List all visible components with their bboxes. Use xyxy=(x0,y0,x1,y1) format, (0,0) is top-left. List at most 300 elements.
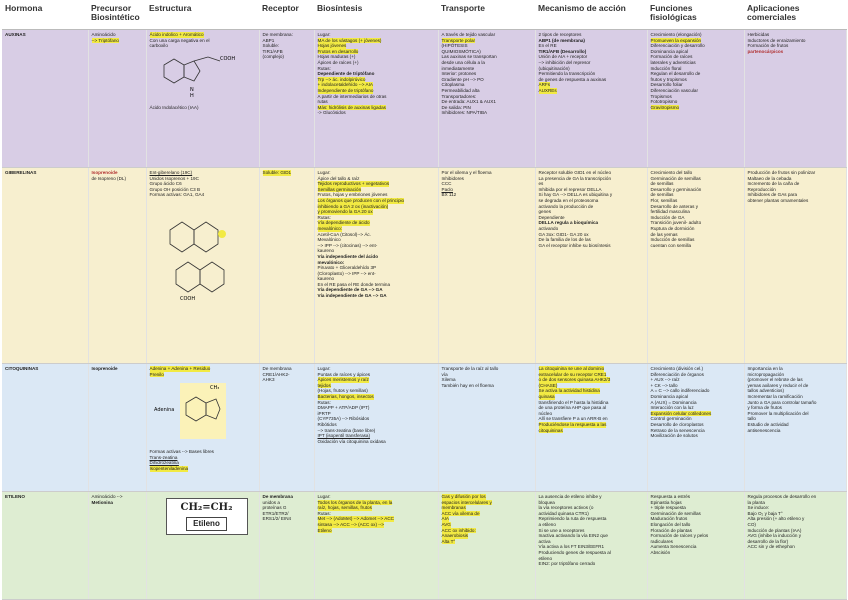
cell-line: membranas xyxy=(441,505,466,511)
cell-line: Se induce: xyxy=(747,505,770,511)
svg-text:Adenina: Adenina xyxy=(153,407,174,414)
cell-line: mevalónico: xyxy=(317,225,343,231)
header-precursor: Precursor Biosintético xyxy=(88,2,146,30)
cell-line: (CYP735A) --> Ribósidos xyxy=(317,416,370,422)
cell-line: ACC vía xilema de xyxy=(441,510,480,516)
cell-line: DELLA regula a bioquímica xyxy=(538,220,599,226)
hormone-name: CITOQUININAS xyxy=(2,364,88,492)
cell-line: Más: hidrólisis de auxinas ligadas xyxy=(317,104,386,110)
cell-line: Isoprenoide xyxy=(91,170,118,175)
cell-line: Vía dependiente de ácido xyxy=(317,220,370,226)
cell-line: Dependiente de triptófano xyxy=(317,71,375,77)
cell-line: + AUX --> raíz xyxy=(650,377,680,383)
biosynthesis-cell xyxy=(314,492,438,600)
cell-line: De la familia de los de las xyxy=(538,237,591,243)
header-receptor: Receptor xyxy=(259,2,314,30)
cell-line: citoquininas xyxy=(538,427,563,433)
receptor-cell xyxy=(259,492,314,600)
cell-line: Dependiente xyxy=(538,214,565,220)
cell-line: Semillas germinación xyxy=(317,186,362,192)
cell-line: Inhibida por el represor DELLA xyxy=(538,186,602,192)
cell-line: AVG (inhibe la inducción y xyxy=(747,533,802,539)
cell-line: Isopenteniladenina xyxy=(149,465,189,471)
cell-line: de genes de respuesta a auxinas xyxy=(538,76,607,82)
cell-line: Lugar: xyxy=(317,366,331,371)
cell-line: ABP1 xyxy=(262,37,275,43)
cell-line: Transportadores: xyxy=(441,93,477,99)
cell-line: AIA xyxy=(441,516,449,522)
cell-line: MA de los vástagos (+ jóvenes) xyxy=(317,37,382,43)
cell-line: Inducción de plantas (IAA) xyxy=(747,527,802,533)
cell-line: Alta presión (+ alto etileno y xyxy=(747,516,805,522)
cell-line: Transporte polar xyxy=(441,37,476,43)
cell-line: Movilización de solutos xyxy=(650,433,698,439)
cell-line: Anaerobiosis xyxy=(441,533,469,539)
cell-line: ACC ox inhibido: xyxy=(441,527,476,533)
cell-line: AVG xyxy=(441,521,451,527)
cell-line: Lugar: xyxy=(317,32,331,37)
cell-line: Vía activa a los FT EIN3/EEFR1 xyxy=(538,544,605,550)
applications-cell xyxy=(744,364,846,492)
cell-line: Gradiente pH --> PO xyxy=(441,76,484,82)
cell-line: Ent-giberelano (19C) xyxy=(149,170,193,175)
cell-line: Inducción floral xyxy=(650,65,682,71)
cell-line: Inducción de semillas xyxy=(650,237,695,243)
mechanism-cell xyxy=(535,30,647,168)
cell-line: AUXREs xyxy=(538,87,557,93)
cell-line: Unidos Isoprenos + 19C xyxy=(149,175,199,181)
cell-line: A partir de intermediarios de otras xyxy=(317,93,387,99)
cell-line: Met --> (AdoMet) --> Adomet --> ACC xyxy=(317,516,394,522)
mechanism-cell xyxy=(535,364,647,492)
cell-line: La citoquinina se une al dominio xyxy=(538,366,605,371)
cell-line: Lugar: xyxy=(317,170,331,175)
cell-line: es xyxy=(538,181,544,187)
cell-line: Piruvato + Gliceraldehído 3P xyxy=(317,265,377,271)
cell-line: de semillas xyxy=(650,181,674,187)
ethylene-label: Etileno xyxy=(186,517,227,531)
cell-line: yemas axilares y reducir el de xyxy=(747,382,809,388)
cell-line: Unión de AIA + receptor xyxy=(538,54,588,60)
cell-line: Dominancia apical xyxy=(650,393,689,399)
cell-line: Vía dependiente de GA --> GA xyxy=(317,287,383,293)
cell-line: desarrollo de la flor) xyxy=(747,538,789,544)
cell-line: Aumenta Senescencia xyxy=(650,544,697,550)
cell-line: ERS1/2/ EIN4 xyxy=(262,516,292,522)
cell-line: A través de tejido vascular xyxy=(441,32,496,37)
cell-line: Inhibidores xyxy=(441,175,464,181)
cell-line: Desarrollo de cloroplastos xyxy=(650,421,704,427)
cell-line: Herbicidas xyxy=(747,32,770,37)
cell-line: Grupo ácido C6 xyxy=(149,181,182,187)
cell-line: Dihidrozeatina xyxy=(149,460,179,466)
cell-line: obtener plantas ornamentales xyxy=(747,197,809,203)
cell-line: Rutas: xyxy=(317,399,331,405)
cell-line: Soluble: xyxy=(262,43,280,49)
cell-line: (Cloroplasto) --> IPP --> ent- xyxy=(317,270,376,276)
cell-line: Germinación de semillas xyxy=(650,175,701,181)
cell-line: ARFs xyxy=(538,82,550,88)
cell-line: Paclo xyxy=(441,186,453,192)
cell-line: Con una carga negativa en el xyxy=(149,37,210,43)
cell-line: CO) xyxy=(747,521,756,527)
svg-text:COOH: COOH xyxy=(179,295,195,302)
header-hormona: Hormona xyxy=(2,2,88,30)
cell-line: La presencia de GA la transcripción xyxy=(538,175,612,181)
cell-line: Bacterias, hongos, insectos xyxy=(317,393,374,399)
cell-line: Xilema xyxy=(441,377,456,383)
cell-line: y forma de frutos xyxy=(747,405,782,411)
cell-line: iPRTP xyxy=(317,410,331,416)
cell-line: Trans-zeatina xyxy=(149,454,178,460)
cell-line: Inducción de GA xyxy=(650,214,685,220)
cell-line: la planta xyxy=(747,499,765,505)
hormone-name: GIBERELINAS xyxy=(2,168,88,364)
cell-line: Ápices de raíces (+) xyxy=(317,59,359,65)
cell-line: --> inhibición del represor xyxy=(538,59,591,65)
cell-line: Estudio de actividad xyxy=(747,421,789,427)
cell-line: Transición juvenil- adulto xyxy=(650,220,702,226)
transport-cell xyxy=(438,364,535,492)
cell-line: raíz, hojas, semillas, frutos xyxy=(317,505,372,511)
cell-line: ABP1 (de membrana) xyxy=(538,37,585,43)
cell-line: Diferenciación de órganos xyxy=(650,371,704,377)
cell-line: Mevalónico xyxy=(317,237,341,243)
cell-line: inmediatamente xyxy=(441,65,475,71)
functions-cell xyxy=(647,168,744,364)
applications-cell xyxy=(744,30,846,168)
cell-line: Respuesta a estrés xyxy=(650,494,691,499)
structure-cell xyxy=(146,364,259,492)
cell-line: Flor, semillas xyxy=(650,197,678,203)
header-estructura: Estructura xyxy=(146,2,259,30)
cell-line: Tejidos reproductivos + vegetativos xyxy=(317,181,390,187)
cell-line: activa xyxy=(538,538,551,544)
cell-line: Los órganos que producen con el principio xyxy=(317,197,405,203)
cell-line: Abscisión xyxy=(650,549,671,555)
figure-caption: Ácido Indolacético (IAA) xyxy=(149,104,199,110)
cell-line: vía xyxy=(441,371,448,377)
svg-text:COOH: COOH xyxy=(219,55,235,62)
cell-line: Crecimiento (elongación) xyxy=(650,32,702,37)
applications-cell xyxy=(744,492,846,600)
cell-line: Fototropismo xyxy=(650,99,678,105)
cell-line: (Hojas, frutos y semillas) xyxy=(317,388,368,394)
cell-line: Receptor soluble GID1 en el núcleo xyxy=(538,170,612,175)
cell-line: activando xyxy=(538,225,559,231)
cell-line: + triple respuesta xyxy=(650,505,686,511)
cell-line: la vía receptores activos (o xyxy=(538,505,594,511)
cell-line: Elongación del tallo xyxy=(650,521,691,527)
cell-line: CRE1/AHK2- xyxy=(262,371,290,377)
cell-line: Maduración frutos xyxy=(650,516,688,522)
hormone-name: ETILENO xyxy=(2,492,88,600)
cell-line: ACC sin y de ethephon xyxy=(747,544,795,550)
cell-line: De membrana: xyxy=(262,32,293,37)
cell-line: + CK --> tallo xyxy=(650,382,678,388)
cell-line: transfiriendo el P hasta la histidina xyxy=(538,399,609,405)
cell-line: A (AUX) = Dominancia xyxy=(650,399,697,405)
svg-text:N: N xyxy=(189,86,194,93)
cell-line: actividad quinasa CTR1) xyxy=(538,510,589,516)
cell-line: Puntas de raíces y ápices xyxy=(317,371,371,377)
row-citoquininas xyxy=(2,364,846,492)
cell-line: Desarrollo y germinación xyxy=(650,186,702,192)
cell-line: tallo xyxy=(747,416,756,422)
cell-line: Todos los órganos de la planta, en la xyxy=(317,499,393,505)
cell-line: Rutas: xyxy=(317,214,331,220)
cell-line: carboxilo xyxy=(149,43,168,49)
cell-line: Interior: protones xyxy=(441,71,477,77)
iaa-structure-figure xyxy=(150,51,250,103)
cell-line: De entrada: AUX1 & AUX1 xyxy=(441,99,496,105)
receptor-cell xyxy=(259,30,314,168)
cell-line: Bajo O₂ y baja T° xyxy=(747,510,783,516)
cell-line: Adenina + Adenina + Residuo xyxy=(149,366,211,371)
cell-line: CCC xyxy=(441,181,452,187)
cell-line: Hojas maduras (+) xyxy=(317,54,356,60)
cell-line: Ácido indolico + Aromático xyxy=(149,32,204,37)
cell-line: Lugar: xyxy=(317,494,331,499)
cell-line: kaureno xyxy=(317,248,335,254)
header-funciones: Funciones fisiológicas xyxy=(647,2,744,30)
row-auxinas xyxy=(2,30,846,168)
cell-line: a etileno xyxy=(538,521,556,527)
functions-cell xyxy=(647,492,744,600)
cell-line: Gravitropismo xyxy=(650,104,680,110)
cell-line: Epinastia hojas xyxy=(650,499,682,505)
cell-line: espacios intercelulares y xyxy=(441,499,492,505)
cell-line: Independiente de triptófano xyxy=(317,87,374,93)
cell-line: Germinación de semillas xyxy=(650,510,701,516)
cell-line: (ubiquitinación) xyxy=(538,65,570,71)
cell-line: Inhibidores: NPA/TIBA xyxy=(441,110,488,116)
cell-line: AHK3 xyxy=(262,377,275,383)
cell-line: laterales y adventicias xyxy=(650,59,696,65)
transport-cell xyxy=(438,492,535,600)
cell-line: GA 3ox: GID1- GA 20 ox xyxy=(538,231,589,237)
precursor-cell xyxy=(88,168,146,364)
cell-line: fertilidad masculina xyxy=(650,209,690,215)
cell-line: Produciendo genes de respuesta al xyxy=(538,549,611,555)
cell-line: se degrada en el proteosoma xyxy=(538,197,599,203)
cell-line: de semillas xyxy=(650,192,674,198)
cell-line: Allí se transfiere P a un ARR-B en xyxy=(538,416,608,422)
cell-line: De salida: PIN xyxy=(441,104,471,110)
cell-line: Aminoácido --> xyxy=(91,494,123,499)
cytokinin-structure-figure xyxy=(150,379,250,447)
cell-line: Ruptura de dormición xyxy=(650,225,695,231)
cell-line: Regulan el desarrollo de xyxy=(650,71,701,77)
cell-line: tejidos xyxy=(317,382,331,388)
cell-line: (HIPÓTESIS xyxy=(441,43,468,49)
header-transporte: Transporte xyxy=(438,2,535,30)
cell-line: inhibiendo a GA 2 ox (inactivación) xyxy=(317,203,389,209)
cell-line: Vía independiente del ácido xyxy=(317,253,378,259)
cell-line: Aminoácido xyxy=(91,32,116,37)
cell-line: También hay en el floema xyxy=(441,382,494,388)
cell-line: Ápices meristemos y raíz xyxy=(317,377,369,383)
hormone-name: AUXINAS xyxy=(2,30,88,168)
cell-line: sintasa --> ACC --> (ACC ox) --> xyxy=(317,521,384,527)
ethylene-structure-box xyxy=(166,498,248,535)
cell-line: De membrana xyxy=(262,366,292,371)
cell-line: --> Triptófano xyxy=(91,37,119,43)
cell-line: EIN2: por triptófano cerrado xyxy=(538,561,596,567)
cell-line: Soluble: GID1 xyxy=(262,170,292,175)
biosynthesis-cell xyxy=(314,30,438,168)
ethylene-formula: CH₂=CH₂ xyxy=(180,502,233,513)
cell-line: desde una célula a la xyxy=(441,59,485,65)
cell-line: Se activa la actividad histidina xyxy=(538,388,600,394)
transport-cell xyxy=(438,30,535,168)
cell-line: de las yemas xyxy=(650,231,678,237)
biosynthesis-cell xyxy=(314,364,438,492)
cell-line: Formas activas: GA1, GA4 xyxy=(149,192,205,198)
cell-line: Expansión celular cotiledones xyxy=(650,410,712,416)
cell-line: Dominancia apical xyxy=(650,48,689,54)
biosynthesis-cell xyxy=(314,168,438,364)
cell-line: A = C --> callo indiferenciado xyxy=(650,388,710,394)
cell-line: Incremento de la caña de xyxy=(747,181,800,187)
cell-line: Alta T° xyxy=(441,538,456,544)
cell-line: antisenescencia xyxy=(747,427,781,433)
cell-line: Isoprenoide xyxy=(91,366,118,371)
cell-line: QUIMIOSMÓTICA) xyxy=(441,48,481,54)
cell-line: --> IPP --> (citocinas) --> ent- xyxy=(317,242,378,248)
cell-line: Citoplasma xyxy=(441,82,465,88)
cell-line: cuentan con semilla xyxy=(650,242,692,248)
header-row xyxy=(2,2,846,30)
structure-cell xyxy=(146,30,259,168)
cell-line: Hojas jóvenes xyxy=(317,43,347,49)
cell-line: Prenilo xyxy=(149,371,164,377)
cell-line: BX 112 xyxy=(441,192,457,198)
header-biosintesis: Biosíntesis xyxy=(314,2,438,30)
cell-line: Crecimiento (división cel.) xyxy=(650,366,704,371)
cell-line: extracelular de su receptor CRE1 xyxy=(538,371,607,377)
svg-text:CH₃: CH₃ xyxy=(209,385,219,392)
cell-line: La ausencia de etileno inhibe y xyxy=(538,494,602,499)
cell-line: ETR1/ETR2/ xyxy=(262,510,289,516)
cell-line: Ápice del tallo & raíz xyxy=(317,175,360,181)
cell-line: Metionina xyxy=(91,499,113,505)
cell-line: etileno xyxy=(538,555,553,561)
cell-line: --> trans-zeatina (base libre) xyxy=(317,427,376,433)
cell-line: núcleo xyxy=(538,410,553,416)
cell-line: Transporte de la raíz al tallo xyxy=(441,366,499,371)
cell-line: (CHASE) xyxy=(538,382,558,388)
cell-line: TIR1/AFB (Desarrollo) xyxy=(538,48,587,54)
cell-line: Acetil-CoA (Citosol)--> Ác. xyxy=(317,231,371,237)
transport-cell xyxy=(438,168,535,364)
cell-line: Producción de frutos sin polinizar xyxy=(747,170,816,175)
cell-line: 2 tipos de receptores xyxy=(538,32,582,37)
cell-line: Inhibidores de GAs para xyxy=(747,192,798,198)
cell-line: DMAPP + ATP/ADP (IPT) xyxy=(317,405,370,411)
cell-line: En el RE pasa el RE donde termina xyxy=(317,281,391,287)
cell-line: (complejo) xyxy=(262,54,284,60)
cell-line: Etileno xyxy=(317,527,332,533)
cell-line: Inductores de enraizamiento xyxy=(747,37,806,43)
cell-line: bloquea xyxy=(538,499,555,505)
cell-line: Tropismos xyxy=(650,93,672,99)
cell-line: unidos a xyxy=(262,499,280,505)
header-mecanismo: Mecanismo de acción xyxy=(535,2,647,30)
cell-line: Vía independiente de GA --> GA xyxy=(317,293,387,299)
cell-line: Reprimiendo la ruta de respuesta xyxy=(538,516,607,522)
applications-cell xyxy=(744,168,846,364)
cell-line: Permitiendo la transcripción xyxy=(538,71,596,77)
cell-line: Reproducción xyxy=(747,186,776,192)
cell-line: Grupo OH posición C3 B xyxy=(149,186,201,192)
cell-line: Ribótidos xyxy=(317,421,337,427)
row-giberelinas xyxy=(2,168,846,364)
cell-line: Si hay GA --> DELLA es ubiquitina y xyxy=(538,192,613,198)
cell-line: Desarrollo de anteras y xyxy=(650,203,698,209)
precursor-cell xyxy=(88,492,146,600)
cell-line: Oxidación vía citoquinina oxidasa xyxy=(317,438,386,444)
cell-line: o de dos sensores quinasa AHK2/3 xyxy=(538,377,611,383)
cell-line: Interacción con la luz xyxy=(650,405,694,411)
cell-line: Retraso de la senescencia xyxy=(650,427,705,433)
cell-line: + indolacetaldehído --> AIA xyxy=(317,82,373,88)
cell-line: Formación de raíces xyxy=(650,54,693,60)
cell-line: Control germinación xyxy=(650,416,692,422)
cell-line: Gas y difusión por los xyxy=(441,494,486,499)
cell-line: partenocárpicos xyxy=(747,48,784,54)
cell-line: Frutos, hojas y embriones jóvenes xyxy=(317,192,388,198)
cell-line: IPT (isopentil transferasa) xyxy=(317,433,371,439)
cell-line: radiculares xyxy=(650,538,673,544)
cell-line: Formación de raíces y pelos xyxy=(650,533,709,539)
cell-line: Inactiva activando la vía EIN2 que xyxy=(538,533,608,539)
cell-line: Formas activas --> Bases libres xyxy=(149,449,214,455)
mechanism-cell xyxy=(535,492,647,600)
cell-line: Si se une a receptores xyxy=(538,527,585,533)
cell-line: Rutas: xyxy=(317,65,331,71)
cell-line: Promueven la expansión xyxy=(650,37,702,43)
functions-cell xyxy=(647,364,744,492)
cell-line: mevalónico: xyxy=(317,259,345,265)
cell-line: GA el receptor inhibe su biosíntesis xyxy=(538,242,611,248)
cell-line: De membrana xyxy=(262,494,293,499)
hormone-table xyxy=(2,2,847,600)
cell-line: (promover el rebrote de las xyxy=(747,377,803,383)
header-aplicaciones: Aplicaciones comerciales xyxy=(744,2,846,30)
cell-line: Junto a GA para controlar tamaño xyxy=(747,399,817,405)
cell-line: Por el xilema y el floema xyxy=(441,170,492,175)
precursor-cell xyxy=(88,30,146,168)
cell-line: Trp --> ác. indolpirúvico xyxy=(317,76,366,82)
cell-line: En el RE xyxy=(538,43,557,49)
cell-line: Formación de frutos xyxy=(747,43,789,49)
cell-line: Las auxinas se transportan xyxy=(441,54,497,60)
cell-line: Frutos en desarrollo xyxy=(317,48,359,54)
receptor-cell xyxy=(259,168,314,364)
cell-line: Regula procesos de desarrollo en xyxy=(747,494,817,499)
cell-line: quinasa xyxy=(538,393,555,399)
cell-line: activando la producción de xyxy=(538,203,594,209)
cell-line: Promover la multiplicación del xyxy=(747,410,809,416)
cell-line: Desarrollo foliar xyxy=(650,82,683,88)
cell-line: proteínas G xyxy=(262,505,287,511)
row-etileno xyxy=(2,492,846,600)
cell-line: TIR1/AFB xyxy=(262,48,283,54)
cell-line: y promoviendo la GA 20 ox xyxy=(317,209,373,215)
cell-line: Incrementar la ramificación xyxy=(747,393,803,399)
cell-line: kaureno xyxy=(317,276,335,282)
